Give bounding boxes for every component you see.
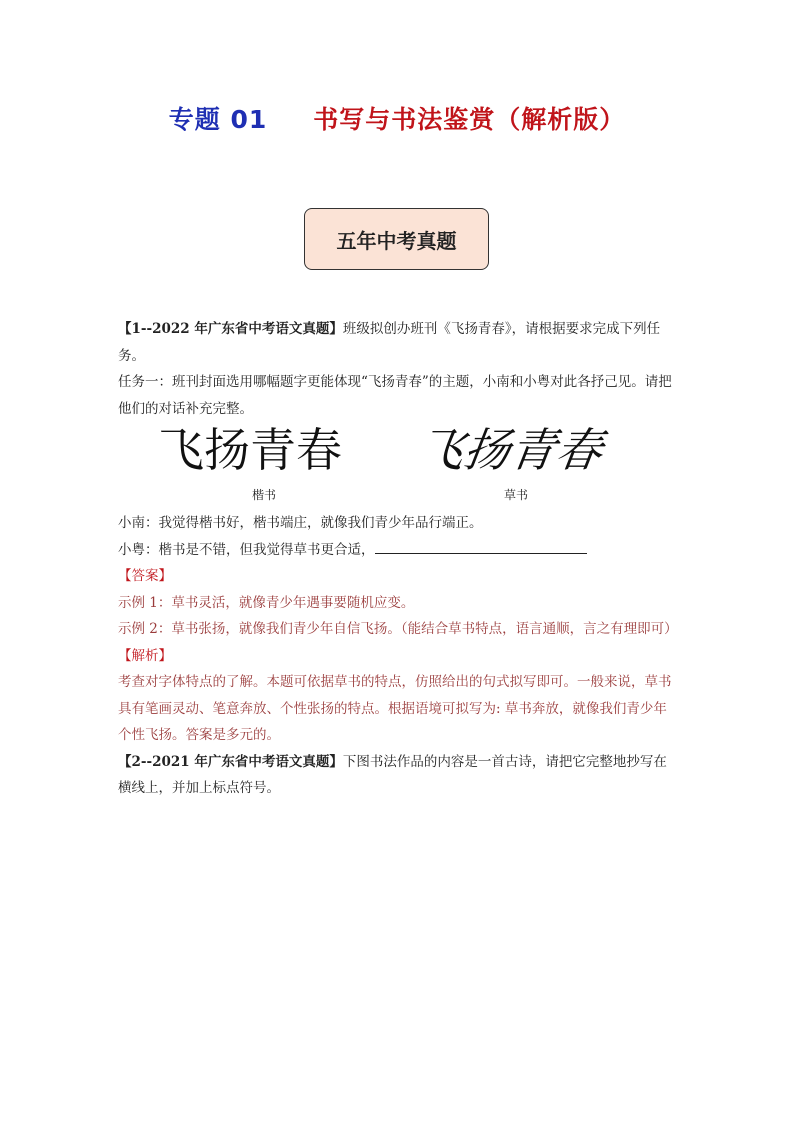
answer-label: 【答案】 xyxy=(118,568,172,584)
caoshu-caption: 草书 xyxy=(504,488,529,502)
question-2-intro xyxy=(118,749,678,802)
dialog-xiaonan: 小南：我觉得楷书好，楷书端庄，就像我们青少年品行端正。 xyxy=(118,515,483,531)
page-title xyxy=(0,100,794,136)
section-heading: 五年中考真题 xyxy=(336,228,457,253)
title-number: 专题 01 xyxy=(168,105,268,134)
question-1-task: 任务一：班刊封面选用哪幅题字更能体现“飞扬青春”的主题，小南和小粤对此各抒己见。请把他们的对话补充完整。 xyxy=(118,374,672,417)
section-heading-box xyxy=(304,208,489,270)
answer-blank-line xyxy=(375,539,587,554)
document-body xyxy=(118,316,678,802)
dialog-xiaoyue-text: 小粤：楷书是不错，但我觉得草书更合适， xyxy=(118,541,375,558)
dialog-xiaoyue xyxy=(118,537,678,564)
answer-example-2: 示例 2：草书张扬，就像我们青少年自信飞扬。（能结合草书特点，语言通顺，言之有理即可） xyxy=(118,621,678,637)
question-2-stem: 下图书法作品的内容是一首古诗，请把它完整地抄写在横线上，并加上标点符号。 xyxy=(118,753,667,796)
analysis-text: 考查对字体特点的了解。本题可依据草书的特点，仿照给出的句式拟写即可。一般来说，草书具有笔画灵动、笔意奔放、个性张扬的特点。根据语境可拟写为: 草书奔放，就像我们青少年个性飞扬。答案是多元的。 xyxy=(118,674,672,743)
calligraphy-image xyxy=(158,422,638,482)
analysis-label: 【解析】 xyxy=(118,647,172,664)
title-main: 书写与书法鉴赏（解析版） xyxy=(313,105,626,134)
svg-text:飞扬青春: 飞扬青春 xyxy=(414,423,606,477)
caoshu-text xyxy=(414,423,610,477)
question-1-intro xyxy=(118,316,678,369)
answer-example-1: 示例 1：草书灵活，就像青少年遇事要随机应变。 xyxy=(118,594,415,611)
question-1-source: 【1--2022 年广东省中考语文真题】 xyxy=(118,321,343,337)
question-1-stem: 班级拟创办班刊《飞扬青春》，请根据要求完成下列任务。 xyxy=(118,321,661,364)
calligraphy-figure xyxy=(118,422,678,510)
question-2-source: 【2--2021 年广东省中考语文真题】 xyxy=(118,753,343,770)
kaishu-text: 飞扬青春 xyxy=(158,423,342,477)
kaishu-caption: 楷书 xyxy=(252,488,277,502)
